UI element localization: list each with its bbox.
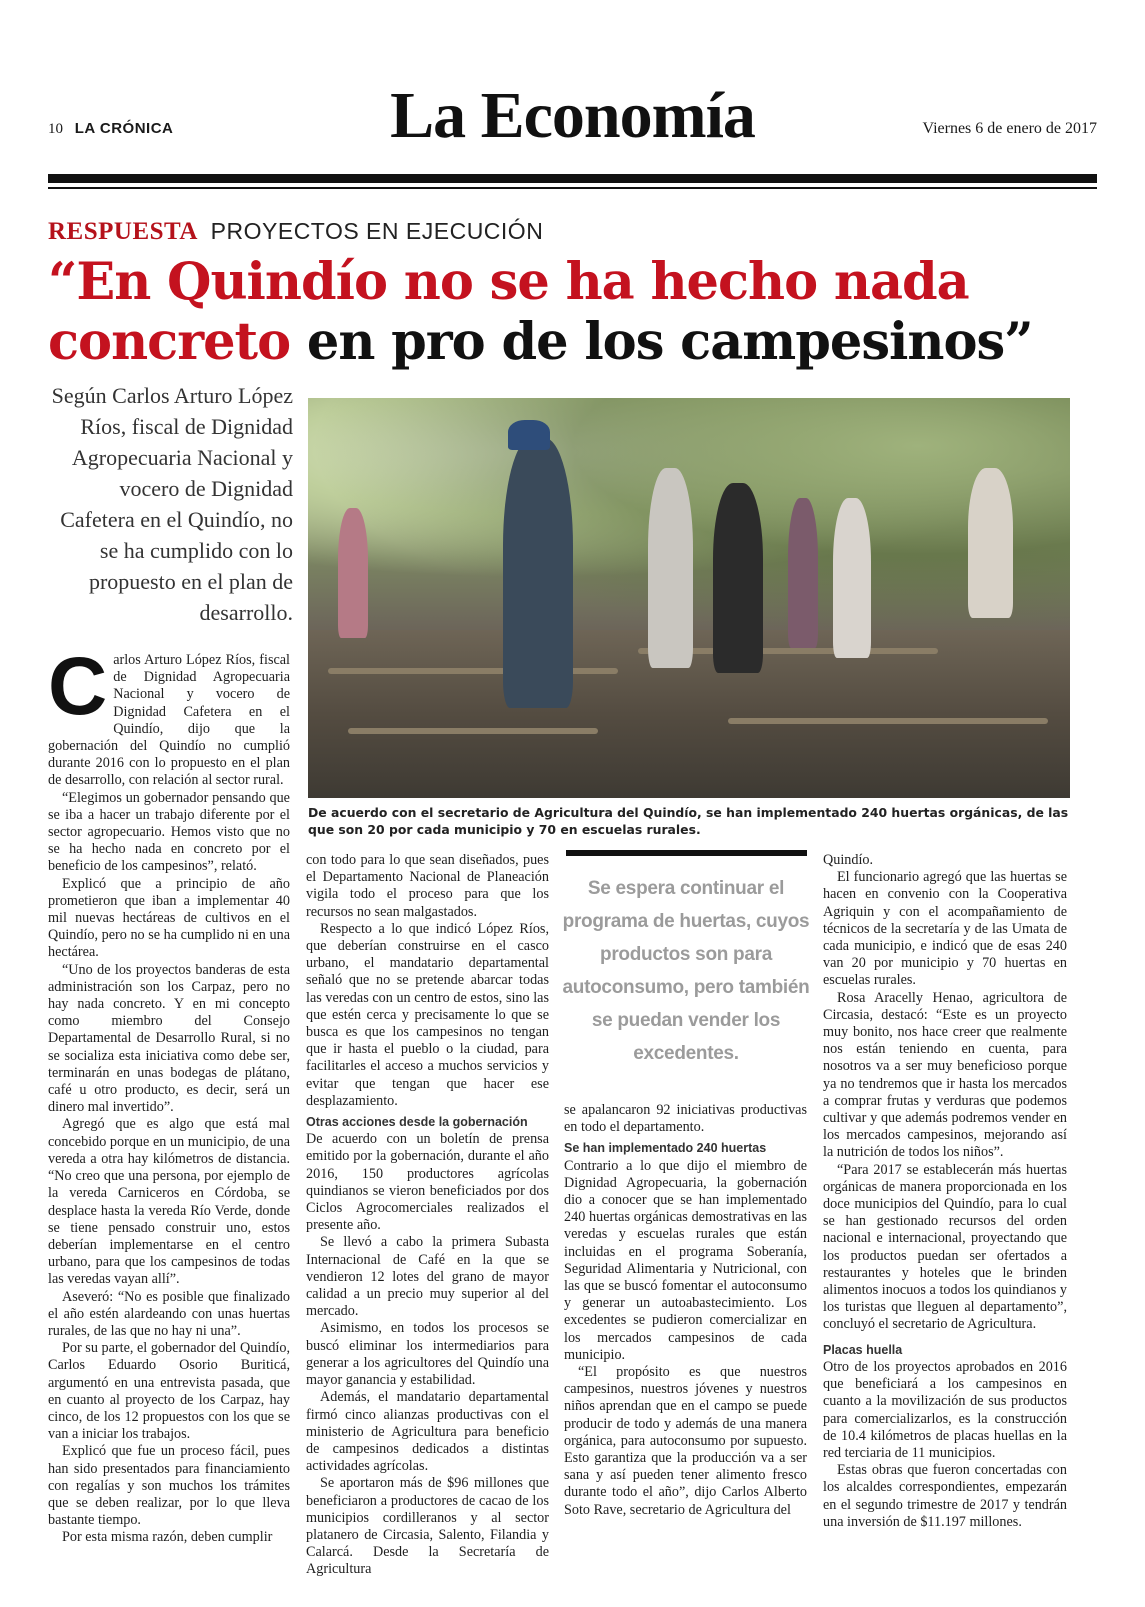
body-paragraph: Explicó que fue un proceso fácil, pues han sido presentados para financiamiento con regalías y son muchos los trámites que se deben realizar, por lo que lleva bastante tiempo. bbox=[48, 1443, 290, 1529]
photo-garden-bed bbox=[328, 668, 618, 674]
body-paragraph: Se aportaron más de $96 millones que beneficiaron a productores de cacao de los municipios cordilleranos y al sector platanero de Circasia, Salento, Filandia y Calarcá. Desde la Secretaría de Agricultura bbox=[306, 1475, 549, 1578]
page-number: 10 bbox=[48, 121, 63, 137]
article-lede: Según Carlos Arturo López Ríos, fiscal de Dignidad Agropecuaria Nacional y vocero de Dignidad Cafetera en el Quindío, no se ha cumplido con lo propuesto en el plan de desarrollo. bbox=[51, 383, 293, 625]
body-paragraph: “El propósito es que nuestros campesinos, nuestros jóvenes y nuestros niños aprendan que en el campo se puede producir de todo y además de una manera orgánica, para autoconsumo por supuesto. Esto garantiza que la producción va a ser sana y así pueden tener alimento fresco durante todo el año”, dijo Carlos Alberto Soto Rave, secretario de Agricultura del bbox=[564, 1364, 807, 1518]
body-paragraph: Además, el mandatario departamental firmó cinco alianzas productivas con el ministerio de Agricultura para beneficio de campesinos dedicados a distintas actividades agrícolas. bbox=[306, 1389, 549, 1475]
photo-child-figure bbox=[338, 508, 368, 638]
headline bbox=[48, 252, 1108, 372]
kicker bbox=[48, 218, 543, 246]
body-paragraph: Aseveró: “No es posible que finalizado el año estén alardeando con unas huertas rurales, de las que no hay ni una”. bbox=[48, 1288, 290, 1339]
pull-quote-rule bbox=[566, 850, 807, 856]
subhead-placas-huella: Placas huella bbox=[823, 1342, 903, 1357]
body-paragraph: Por esta misma razón, deben cumplir bbox=[62, 1529, 273, 1546]
photo-worker-figure bbox=[968, 468, 1013, 618]
header-rule-thick bbox=[48, 174, 1097, 183]
headline-red-part: “En Quindío no se ha hecho nada concreto bbox=[48, 252, 969, 372]
kicker-subtitle: PROYECTOS EN EJECUCIÓN bbox=[210, 218, 544, 244]
body-paragraph: se apalancaron 92 iniciativas productivas en todo el departamento. bbox=[564, 1102, 807, 1136]
body-column-1 bbox=[48, 641, 290, 1547]
issue-date: Viernes 6 de enero de 2017 bbox=[922, 120, 1097, 137]
body-paragraph: Se llevó a cabo la primera Subasta Internacional de Café en la que se vendieron 12 lotes del grano de mayor calidad a un precio muy superior al del mercado. bbox=[306, 1234, 549, 1320]
photo-garden-bed bbox=[728, 718, 1048, 724]
body-paragraph: De acuerdo con un boletín de prensa emitido por la gobernación, durante el año 2016, 150 productores agrícolas quindianos se vieron beneficiados por dos Ciclos Agrocomerciales realizados el presente año. bbox=[306, 1131, 549, 1234]
headline-black-part: en pro de los campesinos” bbox=[290, 312, 1033, 372]
photo-worker-figure bbox=[713, 483, 763, 673]
body-paragraph: “Elegimos un gobernador pensando que se iba a hacer un trabajo diferente por el sector agropecuario. Hemos visto que no se ha hecho nada en concreto por el beneficio de los campesinos”, relató. bbox=[48, 789, 290, 875]
body-paragraph: Otro de los proyectos aprobados en 2016 que beneficiará a los campesinos en cuanto a la movilización de sus productos para comercializarlos, es la construcción de 10.4 kilómetros de placas huellas en la red terciaria de 11 municipios. bbox=[823, 1358, 1067, 1461]
photo-farmer-cap bbox=[508, 420, 550, 450]
photo-caption: De acuerdo con el secretario de Agricultura del Quindío, se han implementado 240 huertas orgánicas, de las que son 20 por cada municipio y 70 en escuelas rurales. bbox=[308, 805, 1069, 837]
body-paragraph: Contrario a lo que dijo el miembro de Dignidad Agropecuaria, la gobernación dio a conocer que se han implementado 240 huertas orgánicas demostrativas en las veredas y escuelas rurales que están incluidas en el programa Soberanía, Seguridad Alimentaria y Nutricional, con las que se buscó fomentar el autoconsumo y generar un autoabastecimiento. Los excedentes se pudieron comercializar en los mercados campesinos de cada municipio. bbox=[564, 1157, 807, 1363]
body-paragraph: Agregó que es algo que está mal concebido porque en un municipio, de una vereda a otra hay kilómetros de distancia. “No creo que una persona, por ejemplo de la vereda Carniceros en Córdoba, se desplace hasta la vereda Río Verde, donde se tiene pensado construir uno, estos deberían implementarse en el centro urbano, para que los campesinos de todas las veredas vayan allí”. bbox=[48, 1116, 290, 1288]
body-paragraph: Estas obras que fueron concertadas con los alcaldes correspondientes, empezarán en el segundo trimestre de 2017 y tendrán una inversión de $11.197 millones. bbox=[823, 1462, 1067, 1530]
photo-worker-figure bbox=[833, 498, 871, 658]
subhead-huertas: Se han implementado 240 huertas bbox=[564, 1141, 767, 1156]
body-paragraph: “Uno de los proyectos banderas de esta administración son los Carpaz, pero no hay nada concreto. Y en mi concepto como miembro del Consejo Departamental de Desarrollo Rural, si no se socializa esta iniciativa como debe ser, terminarán en unas bodegas de plátano, café u otro producto, es decir, será un dinero mal invertido”. bbox=[48, 961, 290, 1116]
newspaper-name: LA CRÓNICA bbox=[74, 120, 174, 137]
body-paragraph: El funcionario agregó que las huertas se hacen en convenio con la Cooperativa Agriquin y con el acompañamiento de técnicos de la secretaría y de las Umata de cada municipio, e indicó que de esas 240 van 20 por municipio y 70 huertas en escuelas rurales. bbox=[823, 869, 1067, 989]
body-paragraph: Asimismo, en todos los procesos se buscó eliminar los intermediarios para generar a los agricultores del Quindío una mayor ganancia y estabilidad. bbox=[306, 1320, 549, 1389]
body-column-4 bbox=[823, 852, 1067, 1531]
body-paragraph: Por su parte, el gobernador del Quindío, Carlos Eduardo Osorio Buriticá, argumentó en una entrevista pasada, que en cuanto al proyecto de los Carpaz, hay cinco, de los 12 propuestos con los que se van a iniciar los trabajos. bbox=[48, 1340, 290, 1443]
body-column-2 bbox=[306, 852, 549, 1579]
subhead-otras-acciones: Otras acciones desde la gobernación bbox=[306, 1115, 528, 1130]
photo-garden-bed bbox=[348, 728, 598, 734]
photo-worker-figure bbox=[788, 498, 818, 648]
page-header-left bbox=[48, 120, 173, 138]
header-rule-thin bbox=[48, 187, 1097, 189]
article-photo bbox=[308, 398, 1070, 798]
body-paragraph: “Para 2017 se establecerán más huertas orgánicas de manera proporcionada en los doce municipios del Quindío, para lo cual se han gestionado recursos del orden nacional e internacional, proyectando que los productos puedan ser ofertados a restaurantes y hoteles que le brinden alimentos inocuos a todos los quindianos y los turistas que lleguen al departamento”, concluyó el secretario de Agricultura. bbox=[823, 1161, 1067, 1333]
photo-worker-figure bbox=[648, 468, 693, 668]
body-column-3 bbox=[564, 1102, 807, 1519]
dropcap: C bbox=[48, 641, 108, 732]
body-paragraph: Explicó que a principio de año prometieron que iban a implementar 40 mil nuevas hectáreas de cultivos en el Quindío, pero no se ha cumplido ni en una hectárea. bbox=[48, 875, 290, 961]
kicker-tag: RESPUESTA bbox=[48, 218, 198, 245]
body-paragraph: Respecto a lo que indicó López Ríos, que deberían construirse en el casco urbano, el mandatario departamental señaló que no se pretende abarcar todas las veredas con un centro de estos, sino las que estén cerca y precisamente lo que se busca es que los campesinos no tengan que ir hasta el pueblo o la ciudad, para facilitarles el acceso a muchos servicios y evitar que tengan que hacer ese desplazamiento. bbox=[306, 920, 549, 1109]
body-paragraph: Quindío. bbox=[823, 852, 874, 868]
body-paragraph: con todo para lo que sean diseñados, pues el Departamento Nacional de Planeación vigila todo el proceso para que los recursos no sean malgastados. bbox=[306, 852, 549, 920]
body-paragraph: Carlos Arturo López Ríos, fiscal de Dignidad Agropecuaria Nacional y vocero de Dignidad Cafetera en el Quindío, dijo que la gobernación del Quindío no cumplió durante 2016 con lo propuesto en el plan de desarrollo, con relación al sector rural. bbox=[48, 641, 290, 789]
body-paragraph: Rosa Aracelly Henao, agricultora de Circasia, destacó: “Este es un proyecto muy bonito, nos hace creer que realmente nos están teniendo en cuenta, para nosotros va a ser muy beneficioso porque ya no tendremos que ir hasta los mercados a comprar frutas y verduras que podemos cultivar y que además podremos vender en los mercados campesinos, mejorando así la nutrición de todos los niños”. bbox=[823, 989, 1067, 1161]
photo-farmer-figure bbox=[503, 438, 573, 708]
section-title: La Economía bbox=[390, 79, 755, 152]
pull-quote: Se espera continuar el programa de huertas, cuyos productos son para autoconsumo, pero también se puedan vender los excedentes. bbox=[562, 878, 810, 1064]
